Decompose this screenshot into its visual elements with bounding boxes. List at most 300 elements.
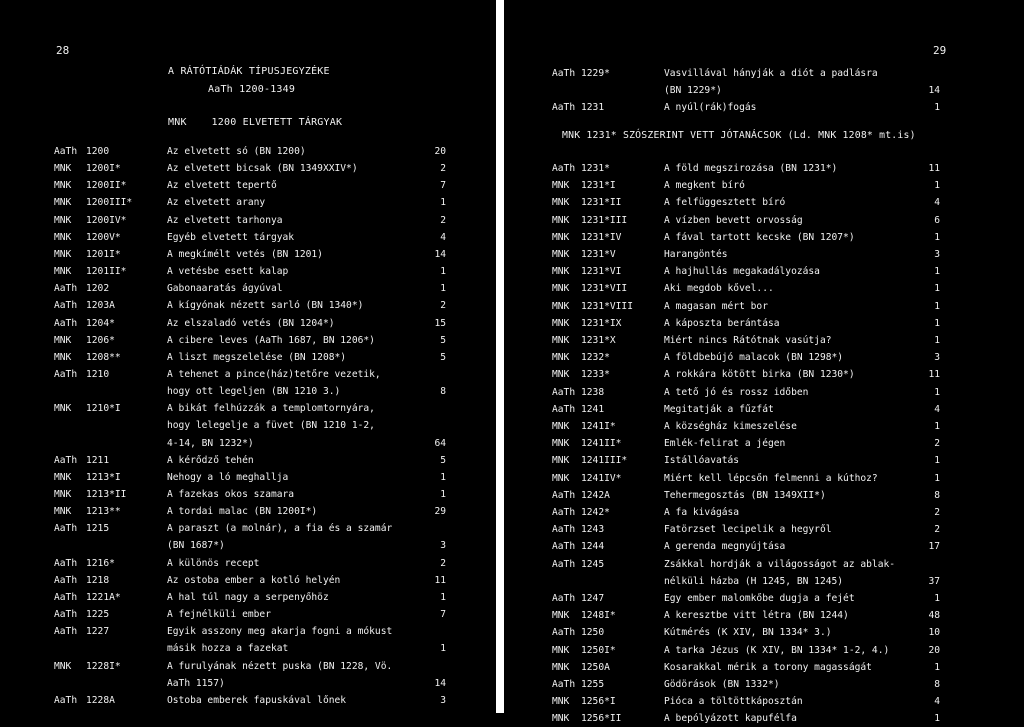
entry-number: 1247 [581, 593, 605, 604]
entry-number: 1256*II [581, 713, 622, 725]
entry-row [54, 659, 446, 675]
entry-title: A vetésbe esett kalap [167, 266, 289, 278]
entry-row [54, 401, 446, 417]
entry-count: 7 [440, 180, 446, 192]
entry-row [552, 591, 940, 607]
entry-prefix: MNK [552, 455, 570, 467]
entry-count: 1 [440, 197, 446, 209]
entry-row [54, 144, 446, 160]
entry-title: A gerenda megnyújtása [664, 541, 786, 553]
entry-prefix: MNK [54, 506, 72, 518]
entry-title: Egyéb elvetett tárgyak [167, 231, 295, 243]
entry-title: A tető jó és rossz időben [664, 386, 809, 398]
entry-prefix: MNK [552, 249, 570, 260]
entry-number: 1218 [86, 574, 110, 586]
entry-prefix: AaTh [54, 317, 78, 329]
entry-title: Aki megdob kővel... [664, 283, 774, 295]
entry-row [54, 230, 446, 246]
entry-title: Nehogy a ló meghallja [167, 471, 289, 483]
entry-count: 20 [434, 146, 446, 157]
entry-prefix: MNK [54, 248, 72, 260]
entry-count: 8 [934, 679, 940, 690]
entry-count: 1 [934, 102, 940, 113]
entry-count: 1 [934, 317, 940, 329]
entry-count: 20 [928, 644, 940, 656]
entry-row [552, 385, 940, 401]
entry-title: Egy ember malomkőbe dugja a fejét [664, 593, 855, 604]
entry-prefix: MNK [54, 214, 72, 226]
entry-prefix: MNK [54, 197, 72, 209]
entry-title: A bikát felhúzzák a templomtornyára, [167, 403, 375, 415]
entry-title: A fa kivágása [664, 507, 740, 518]
entry-number: 1242* [581, 507, 610, 518]
entry-number: 1231* [581, 163, 610, 174]
page-gutter [496, 0, 504, 713]
entry-number: 1210*I [86, 403, 121, 415]
entry-row [552, 264, 940, 280]
entry-prefix: MNK [552, 300, 570, 312]
entry-number: 1248I* [581, 610, 616, 622]
entry-row [54, 521, 446, 537]
entry-count: 3 [934, 352, 940, 364]
entry-count: 4 [934, 696, 940, 708]
entry-number: 1213*I [86, 471, 121, 483]
entry-title: Miért nincs Rátótnak vasútja? [664, 335, 832, 346]
entry-title: Kútmérés (K XIV, BN 1334* 3.) [664, 627, 832, 639]
entry-count: 11 [928, 369, 940, 381]
entry-title: A föld megszirozása (BN 1231*) [664, 163, 838, 174]
entry-row [552, 608, 940, 624]
entry-row [54, 418, 446, 434]
entry-title: A furulyának nézett puska (BN 1228, Vö. [167, 660, 393, 672]
entry-prefix: MNK [54, 403, 72, 415]
entry-number: 1215 [86, 523, 110, 535]
entry-number: 1256*I [581, 696, 616, 708]
entry-number: 1211 [86, 454, 110, 466]
entry-count: 1 [440, 643, 446, 655]
entry-count: 4 [934, 197, 940, 209]
entry-title: Az elvetett arany [167, 197, 266, 209]
entry-title: A tordai malac (BN 1200I*) [167, 506, 318, 518]
entry-number: 1231*VIII [581, 300, 633, 312]
entry-number: 1216* [86, 557, 115, 569]
entry-number: 1213*II [86, 489, 127, 500]
entry-title: Kosarakkal mérik a torony magasságát [664, 661, 872, 673]
entry-row [54, 487, 446, 503]
entry-title: A liszt megszelelése (BN 1208*) [167, 351, 347, 363]
entry-count: 1 [934, 266, 940, 278]
entry-row [54, 573, 446, 589]
entry-row [552, 316, 940, 332]
entry-title: Harangöntés [664, 249, 728, 260]
entry-number: 1213** [86, 506, 121, 518]
entry-row [552, 230, 940, 246]
entry-number: 1243 [581, 524, 605, 536]
entry-title: A rokkára kötött birka (BN 1230*) [664, 369, 855, 381]
entry-row [552, 694, 940, 710]
entry-number: 1200III* [86, 197, 133, 209]
entry-row [552, 436, 940, 452]
entry-count: 5 [440, 454, 446, 466]
entry-count: 1 [934, 335, 940, 346]
entry-title: A keresztbe vitt létra (BN 1244) [664, 610, 849, 622]
entry-prefix: MNK [552, 180, 570, 192]
entry-number: 1231*VI [581, 266, 622, 278]
entry-row [552, 522, 940, 538]
entry-count: 1 [934, 300, 940, 312]
entry-row [552, 505, 940, 521]
entry-title: Fatörzset lecipelik a hegyről [664, 524, 832, 536]
entry-row [54, 436, 446, 452]
entry-prefix: AaTh [552, 489, 576, 501]
entry-number: 1242A [581, 489, 610, 501]
entry-number: 1204* [86, 317, 115, 329]
entry-number: 1206* [86, 334, 115, 346]
entry-title: Megitatják a fűzfát [664, 403, 774, 415]
page-number: 28 [56, 44, 70, 57]
entry-title: A bepólyázott kapufélfa [664, 713, 797, 725]
entry-number: 1255 [581, 679, 605, 690]
entry-title: A káposzta berántása [664, 317, 780, 329]
entry-row [552, 367, 940, 383]
entry-number: 1231*I [581, 180, 616, 192]
entry-prefix: MNK [54, 334, 72, 346]
entry-prefix: MNK [552, 661, 570, 673]
entry-row [54, 607, 446, 623]
entry-prefix: MNK [552, 421, 570, 432]
entry-row [552, 195, 940, 211]
entry-count: 64 [434, 437, 446, 449]
entry-row [552, 471, 940, 487]
entry-title: AaTh 1157) [167, 677, 225, 689]
entry-count: 17 [928, 541, 940, 553]
entry-row [552, 574, 940, 590]
entry-title: Zsákkal hordják a világosságot az ablak- [664, 558, 896, 570]
entry-count: 1 [440, 489, 446, 500]
entry-count: 2 [440, 163, 446, 175]
entry-title: A fejnélküli ember [167, 609, 271, 621]
right-page [504, 0, 1024, 725]
entry-prefix: AaTh [552, 386, 576, 398]
entry-number: 1231*V [581, 249, 616, 260]
entry-row [54, 195, 446, 211]
entry-row [54, 453, 446, 469]
entry-title: A fával tartott kecske (BN 1207*) [664, 231, 855, 243]
entry-title: Az elvetett tarhonya [167, 214, 283, 226]
entry-number: 1231*IX [581, 317, 622, 329]
entry-prefix: MNK [54, 489, 72, 500]
entry-title: másik hozza a fazekat [167, 643, 289, 655]
entry-title: A kérődző tehén [167, 454, 254, 466]
entry-row [552, 625, 940, 641]
entry-count: 1 [934, 283, 940, 295]
entry-count: 8 [440, 386, 446, 398]
entry-number: 1210 [86, 368, 110, 380]
entry-row [552, 660, 940, 676]
entry-number: 1238 [581, 386, 605, 398]
entry-count: 1 [934, 593, 940, 604]
entry-row [552, 539, 940, 555]
entry-row [552, 161, 940, 177]
entry-prefix: AaTh [54, 609, 78, 621]
entry-title: Gabonaaratás ágyúval [167, 283, 283, 295]
entry-count: 2 [440, 557, 446, 569]
entry-row [54, 556, 446, 572]
entry-prefix: MNK [552, 335, 570, 346]
entry-prefix: AaTh [54, 368, 78, 380]
entry-row [552, 66, 940, 82]
entry-count: 1 [934, 713, 940, 725]
entry-count: 1 [440, 283, 446, 295]
entry-title: A hajhullás megakadályozása [664, 266, 820, 278]
entry-row [54, 213, 446, 229]
entry-title: A földbebújó malacok (BN 1298*) [664, 352, 844, 364]
entry-row [552, 178, 940, 194]
entry-prefix: MNK [54, 660, 72, 672]
entry-prefix: AaTh [54, 300, 78, 312]
entry-count: 48 [928, 610, 940, 622]
entry-number: 1200I* [86, 163, 121, 175]
entry-count: 1 [934, 180, 940, 192]
entry-title: A tehenet a pince(ház)tetőre vezetik, [167, 368, 381, 380]
entry-row [54, 367, 446, 383]
entry-prefix: AaTh [54, 574, 78, 586]
entry-count: 11 [434, 574, 446, 586]
entry-title: Egyik asszony meg akarja fogni a mókust [167, 626, 393, 638]
entry-title: Gödörások (BN 1332*) [664, 679, 780, 690]
section-heading: MNK 1200 ELVETETT TÁRGYAK [168, 117, 343, 128]
entry-prefix: AaTh [54, 523, 78, 535]
page-subtitle: AaTh 1200-1349 [208, 84, 296, 95]
entry-count: 1 [440, 471, 446, 483]
entry-row [552, 402, 940, 418]
entry-prefix: MNK [552, 472, 570, 484]
entry-title: Az elvetett bicsak (BN 1349XXIV*) [167, 163, 358, 175]
entry-title: A tarka Jézus (K XIV, BN 1334* 1-2, 4.) [664, 644, 890, 656]
entry-number: 1231*VII [581, 283, 628, 295]
entry-count: 11 [928, 163, 940, 174]
entry-number: 1200 [86, 146, 110, 157]
entry-prefix: MNK [552, 438, 570, 450]
entry-row [552, 213, 940, 229]
entry-count: 14 [434, 248, 446, 260]
entry-count: 1 [934, 386, 940, 398]
entry-title: A különös recept [167, 557, 260, 569]
entry-count: 1 [440, 591, 446, 603]
entry-row [54, 641, 446, 657]
entry-row [552, 333, 940, 349]
entry-row [54, 693, 446, 709]
entry-number: 1225 [86, 609, 110, 621]
entry-row [552, 677, 940, 693]
entry-count: 2 [440, 300, 446, 312]
entry-title: Az elvetett só (BN 1200) [167, 146, 306, 157]
entry-count: 1 [934, 231, 940, 243]
entry-row [54, 316, 446, 332]
entry-row [552, 350, 940, 366]
entry-count: 1 [934, 472, 940, 484]
entry-title: Miért kell lépcsőn felmenni a kúthoz? [664, 472, 878, 484]
entry-number: 1232* [581, 352, 610, 364]
entry-row [54, 384, 446, 400]
entry-number: 1200II* [86, 180, 127, 192]
entry-row [552, 299, 940, 315]
entry-number: 1208** [86, 351, 121, 363]
entry-row [552, 711, 940, 727]
entry-row [54, 178, 446, 194]
entry-number: 1250I* [581, 644, 616, 656]
entry-prefix: MNK [552, 317, 570, 329]
entry-number: 1228I* [86, 660, 121, 672]
entry-count: 15 [434, 317, 446, 329]
entry-number: 1203A [86, 300, 115, 312]
entry-count: 5 [440, 334, 446, 346]
entry-title: A kígyónak nézett sarló (BN 1340*) [167, 300, 364, 312]
entry-count: 4 [934, 403, 940, 415]
entry-row [54, 470, 446, 486]
entry-number: 1231*II [581, 197, 622, 209]
entry-number: 1201II* [86, 266, 127, 278]
entry-row [552, 281, 940, 297]
entry-count: 1 [934, 455, 940, 467]
entry-prefix: AaTh [552, 163, 576, 174]
entry-number: 1221A* [86, 591, 121, 603]
entry-title: Pióca a töltöttkáposztán [664, 696, 803, 708]
entry-row [552, 419, 940, 435]
entry-prefix: AaTh [552, 524, 576, 536]
entry-prefix: AaTh [54, 694, 78, 706]
entry-prefix: AaTh [54, 283, 78, 295]
entry-row [552, 557, 940, 573]
entry-row [552, 83, 940, 99]
entry-number: 1241 [581, 403, 605, 415]
entry-title: Istállóavatás [664, 455, 740, 467]
entry-title: A felfüggesztett bíró [664, 197, 786, 209]
entry-title: nélküli házba (H 1245, BN 1245) [664, 575, 844, 587]
entry-title: 4-14, BN 1232*) [167, 437, 254, 449]
entry-title: hogy ott legeljen (BN 1210 3.) [167, 386, 341, 398]
entry-number: 1231*X [581, 335, 616, 346]
entry-number: 1231 [581, 102, 605, 113]
entry-number: 1231*IV [581, 231, 622, 243]
entry-prefix: AaTh [552, 558, 576, 570]
entry-number: 1231*III [581, 214, 628, 226]
entry-number: 1200V* [86, 231, 121, 243]
entry-prefix: MNK [54, 163, 72, 175]
entry-title: Tehermegosztás (BN 1349XII*) [664, 489, 826, 501]
entry-count: 37 [928, 575, 940, 587]
entry-count: 4 [440, 231, 446, 243]
entry-row [54, 538, 446, 554]
entry-row [54, 161, 446, 177]
entry-number: 1227 [86, 626, 110, 638]
entry-prefix: MNK [552, 214, 570, 226]
entry-count: 2 [934, 438, 940, 450]
entry-row [54, 298, 446, 314]
entry-prefix: MNK [552, 644, 570, 656]
entry-title: A vízben bevett orvosság [664, 214, 803, 226]
entry-title: Az elszaladó vetés (BN 1204*) [167, 317, 335, 329]
entry-count: 1 [440, 266, 446, 278]
entry-prefix: AaTh [552, 541, 576, 553]
entry-count: 29 [434, 506, 446, 518]
entry-count: 3 [440, 540, 446, 552]
entry-title: A nyúl(rák)fogás [664, 102, 757, 113]
entry-prefix: AaTh [552, 627, 576, 639]
entry-title: Az ostoba ember a kotló helyén [167, 574, 341, 586]
entry-number: 1250A [581, 661, 610, 673]
entry-prefix: AaTh [54, 626, 78, 638]
entry-row [54, 333, 446, 349]
entry-prefix: MNK [54, 351, 72, 363]
entry-prefix: MNK [552, 696, 570, 708]
entry-title: A községház kimeszelése [664, 421, 797, 432]
entry-count: 1 [934, 421, 940, 432]
entry-title: Vasvillával hányják a diót a padlásra [664, 68, 878, 79]
entry-prefix: MNK [54, 231, 72, 243]
entry-prefix: AaTh [552, 507, 576, 518]
entry-title: A megkent bíró [664, 180, 745, 192]
entry-number: 1200IV* [86, 214, 127, 226]
entry-number: 1241III* [581, 455, 628, 467]
entry-prefix: AaTh [552, 679, 576, 690]
entry-count: 2 [934, 507, 940, 518]
entry-prefix: AaTh [552, 403, 576, 415]
entry-count: 2 [440, 214, 446, 226]
entry-prefix: AaTh [54, 591, 78, 603]
entry-row [552, 453, 940, 469]
entry-row [54, 247, 446, 263]
entry-number: 1233* [581, 369, 610, 381]
entry-title: A fazekas okos szamara [167, 489, 295, 500]
entry-row [54, 281, 446, 297]
entry-prefix: AaTh [552, 593, 576, 604]
entry-number: 1202 [86, 283, 110, 295]
entry-prefix: AaTh [54, 557, 78, 569]
page-title: A RÁTÓTIÁDÁK TÍPUSJEGYZÉKE [168, 66, 330, 77]
entry-title: Emlék-felirat a jégen [664, 438, 786, 450]
entry-title: A megkímélt vetés (BN 1201) [167, 248, 323, 260]
entry-title: A paraszt (a molnár), a fia és a szamár [167, 523, 393, 535]
entry-row [54, 264, 446, 280]
entry-number: 1250 [581, 627, 605, 639]
entry-prefix: MNK [54, 180, 72, 192]
entry-row [54, 624, 446, 640]
entry-prefix: AaTh [552, 102, 576, 113]
page-number: 29 [933, 44, 947, 57]
left-page [0, 0, 496, 713]
entry-count: 8 [934, 489, 940, 501]
entry-count: 5 [440, 351, 446, 363]
entry-title: A cibere leves (AaTh 1687, BN 1206*) [167, 334, 375, 346]
entry-count: 14 [928, 85, 940, 96]
entry-prefix: AaTh [54, 146, 78, 157]
entry-row [54, 350, 446, 366]
entry-row [552, 100, 940, 116]
entry-number: 1245 [581, 558, 605, 570]
entry-number: 1201I* [86, 248, 121, 260]
entry-row [552, 488, 940, 504]
entry-count: 3 [440, 694, 446, 706]
entry-title: (BN 1229*) [664, 85, 722, 96]
entry-count: 7 [440, 609, 446, 621]
entry-title: A magasan mért bor [664, 300, 768, 312]
entry-prefix: MNK [552, 197, 570, 209]
entry-prefix: MNK [552, 231, 570, 243]
entry-count: 14 [434, 677, 446, 689]
entry-prefix: AaTh [552, 68, 576, 79]
entry-prefix: MNK [552, 369, 570, 381]
